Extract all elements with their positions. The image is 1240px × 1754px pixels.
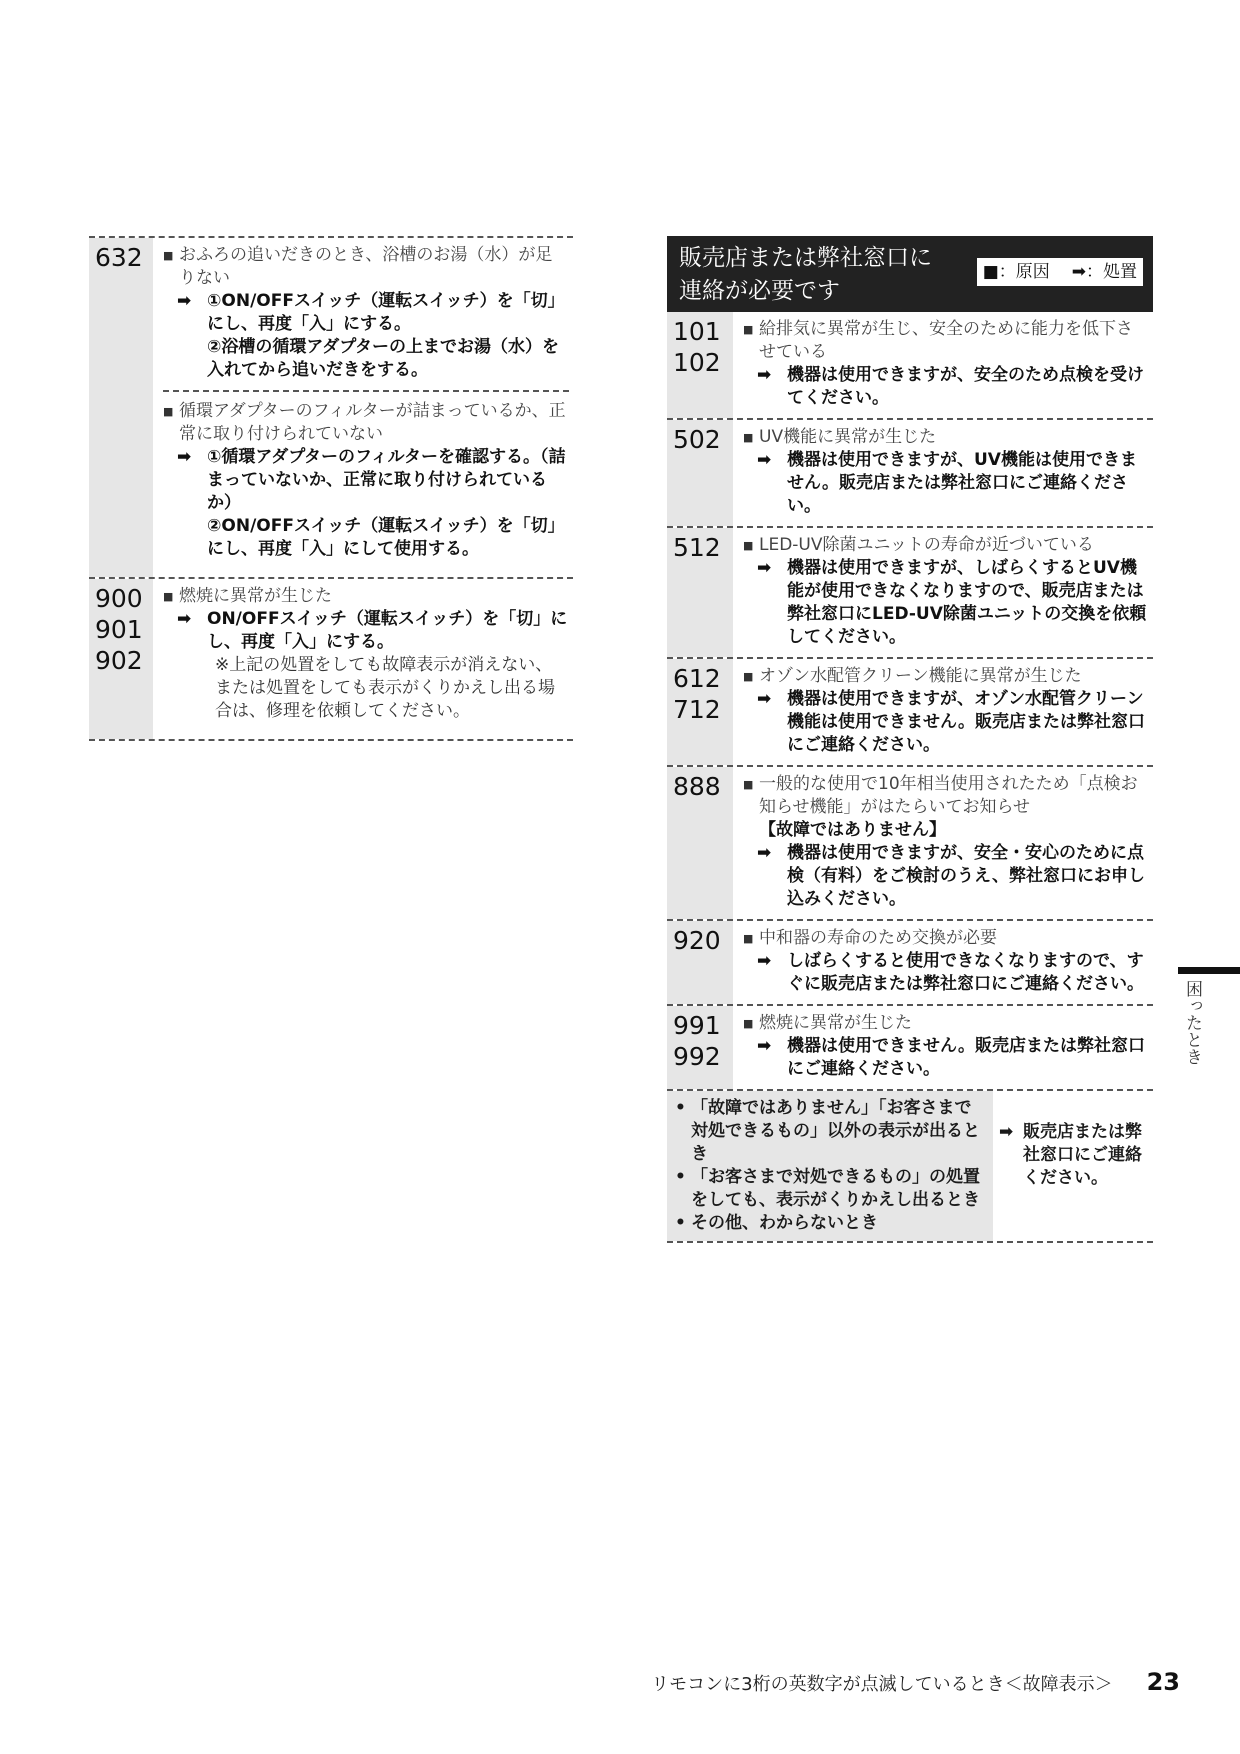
arrow-icon: ➡ <box>757 1036 772 1056</box>
cause-text <box>743 773 1149 819</box>
cause-text <box>163 585 569 608</box>
action-label: 機器は使用できますが、オゾン水配管クリーン機能は使用できません。販売店または弊社窓口にご連絡ください。 <box>787 689 1146 755</box>
cause-marker-icon: ■ <box>743 431 754 444</box>
cause-text <box>743 318 1149 364</box>
error-row <box>667 1004 1153 1089</box>
bullet-icon: • <box>675 1167 686 1187</box>
legend-box <box>977 258 1143 286</box>
action-step: ②浴槽の循環アダプターの上までお湯（水）を入れてから追いだきをする。 <box>207 337 560 380</box>
cause-marker-icon: ■ <box>163 405 174 418</box>
section-title-line1: 販売店または弊社窓口に <box>679 245 932 271</box>
legend-action: ➡：処置 <box>1071 262 1137 282</box>
page-footer <box>651 1668 1180 1696</box>
cause-text <box>163 244 569 290</box>
error-item <box>163 390 569 569</box>
contact-box <box>667 1089 1153 1243</box>
arrow-icon: ➡ <box>177 291 192 311</box>
action-text <box>743 364 1149 410</box>
cause-label: 一般的な使用で10年相当使用されたため「点検お知らせ機能」がはたらいてお知らせ <box>759 774 1138 817</box>
cause-label: オゾン水配管クリーン機能に異常が生じた <box>759 666 1082 686</box>
action-text <box>743 842 1149 911</box>
legend-cause: ■：原因 <box>982 262 1050 282</box>
cause-text <box>743 665 1149 688</box>
error-detail <box>733 767 1153 919</box>
section-title-line2: 連絡が必要です <box>679 278 840 304</box>
action-label: 機器は使用できません。販売店または弊社窓口にご連絡ください。 <box>787 1036 1146 1079</box>
action-label: 機器は使用できますが、しばらくするとUV機能が使用できなくなりますので、販売店または弊社窓口にLED-UV除菌ユニットの交換を依頼してください。 <box>787 558 1147 647</box>
action-label: ①ON/OFFスイッチ（運転スイッチ）を「切」にし、再度「入」にする。 <box>207 291 565 334</box>
error-row <box>667 418 1153 526</box>
error-detail <box>733 528 1153 657</box>
error-code-cell <box>667 921 733 1004</box>
contact-condition-item <box>675 1166 987 1212</box>
cause-marker-icon: ■ <box>743 670 754 683</box>
action-label: 機器は使用できますが、UV機能は使用できません。販売店または弊社窓口にご連絡ください。 <box>787 450 1137 516</box>
action-text <box>743 449 1149 518</box>
error-detail <box>153 238 573 577</box>
action-step: ②ON/OFFスイッチ（運転スイッチ）を「切」にし、再度「入」にして使用する。 <box>207 516 565 559</box>
error-row <box>667 657 1153 765</box>
bullet-icon: • <box>675 1213 686 1233</box>
error-code: 612 <box>673 664 721 693</box>
cause-label: UV機能に異常が生じた <box>759 427 937 447</box>
cause-label: おふろの追いだきのとき、浴槽のお湯（水）が足りない <box>179 245 553 288</box>
arrow-icon: ➡ <box>757 689 772 709</box>
error-code: 901 <box>95 615 143 644</box>
cause-label: 燃焼に異常が生じた <box>759 1013 912 1033</box>
bullet-icon: • <box>675 1098 686 1118</box>
error-code-cell <box>89 238 153 577</box>
error-detail <box>733 1006 1153 1089</box>
action-text <box>163 608 569 654</box>
error-code: 900 <box>95 584 143 613</box>
contact-condition-text: 「故障ではありません」「お客さまで対処できるもの」以外の表示が出るとき <box>691 1098 980 1164</box>
error-code: 102 <box>673 348 721 377</box>
contact-condition-text: 「お客さまで対処できるもの」の処置をしても、表示がくりかえし出るとき <box>691 1167 980 1210</box>
cause-label: 給排気に異常が生じ、安全のために能力を低下させている <box>759 319 1133 362</box>
action-text <box>163 290 569 336</box>
error-detail <box>153 579 573 739</box>
section-title <box>679 242 949 308</box>
note-text: ※上記の処置をしても故障表示が消えない、または処置をしても表示がくりかえし出る場合は、修理を依頼してください。 <box>215 655 555 721</box>
action-text <box>163 446 569 515</box>
action-text <box>743 557 1149 649</box>
cause-text <box>743 426 1149 449</box>
error-row <box>89 236 573 577</box>
page-number: 23 <box>1146 1668 1180 1696</box>
error-item <box>163 244 569 390</box>
error-row <box>667 919 1153 1004</box>
action-label: 機器は使用できますが、安全・安心のために点検（有料）をご検討のうえ、弊社窓口にお申し込みください。 <box>787 843 1146 909</box>
cause-label: 循環アダプターのフィルターが詰まっているか、正常に取り付けられていない <box>179 401 566 444</box>
contact-action-text: 販売店または弊社窓口にご連絡ください。 <box>1023 1122 1142 1188</box>
cause-marker-icon: ■ <box>743 932 754 945</box>
error-detail <box>733 659 1153 765</box>
error-code: 502 <box>673 425 721 454</box>
cause-marker-icon: ■ <box>163 590 174 603</box>
cause-label: 燃焼に異常が生じた <box>179 586 332 606</box>
error-row <box>667 312 1153 418</box>
arrow-icon: ➡ <box>757 450 772 470</box>
right-error-section <box>667 236 1153 1243</box>
error-code-cell <box>667 312 733 418</box>
error-code-cell <box>667 528 733 657</box>
error-code: 888 <box>673 772 721 801</box>
arrow-icon: ➡ <box>177 609 192 629</box>
action-label: ON/OFFスイッチ（運転スイッチ）を「切」にし、再度「入」にする。 <box>207 609 568 652</box>
error-code-cell <box>667 767 733 919</box>
action-label: ①循環アダプターのフィルターを確認する。（詰まっていないか、正常に取り付けられているか） <box>207 447 566 513</box>
action-text <box>743 950 1149 996</box>
error-code-cell <box>89 579 153 739</box>
arrow-icon: ➡ <box>757 951 772 971</box>
error-row <box>667 765 1153 919</box>
error-code: 992 <box>673 1042 721 1071</box>
contact-conditions <box>667 1091 993 1241</box>
side-tab-label[interactable]: 困ったとき <box>1182 980 1202 1065</box>
cause-text <box>743 927 1149 950</box>
error-code: 512 <box>673 533 721 562</box>
error-detail <box>733 921 1153 1004</box>
cause-marker-icon: ■ <box>743 778 754 791</box>
cause-marker-icon: ■ <box>163 249 174 262</box>
not-a-fault-label: 【故障ではありません】 <box>759 820 946 840</box>
contact-condition-item <box>675 1097 987 1166</box>
error-code: 101 <box>673 317 721 346</box>
error-code: 991 <box>673 1011 721 1040</box>
error-detail <box>733 420 1153 526</box>
error-code: 632 <box>95 243 143 272</box>
error-row <box>89 577 573 741</box>
cause-marker-icon: ■ <box>743 323 754 336</box>
error-row <box>667 526 1153 657</box>
action-label: 機器は使用できますが、安全のため点検を受けてください。 <box>787 365 1144 408</box>
error-detail <box>733 312 1153 418</box>
cause-label: 中和器の寿命のため交換が必要 <box>759 928 997 948</box>
arrow-icon: ➡ <box>757 558 772 578</box>
footer-title: リモコンに3桁の英数字が点滅しているとき＜故障表示＞ <box>651 1674 1113 1695</box>
cause-marker-icon: ■ <box>743 539 754 552</box>
side-tab-bar <box>1178 967 1240 974</box>
contact-condition-item <box>675 1212 987 1235</box>
contact-action <box>993 1091 1153 1241</box>
arrow-icon: ➡ <box>757 365 772 385</box>
error-code: 902 <box>95 646 143 675</box>
right-error-rows <box>667 312 1153 1089</box>
arrow-icon: ➡ <box>999 1122 1014 1142</box>
cause-label: LED-UV除菌ユニットの寿命が近づいている <box>759 535 1094 555</box>
error-code: 920 <box>673 926 721 955</box>
arrow-icon: ➡ <box>177 447 192 467</box>
error-code-cell <box>667 659 733 765</box>
cause-text <box>163 400 569 446</box>
action-text <box>743 1035 1149 1081</box>
error-code-cell <box>667 1006 733 1089</box>
left-error-table <box>89 236 573 741</box>
error-code: 712 <box>673 695 721 724</box>
arrow-icon: ➡ <box>757 843 772 863</box>
action-label: しばらくすると使用できなくなりますので、すぐに販売店または弊社窓口にご連絡ください。 <box>787 951 1144 994</box>
error-code-cell <box>667 420 733 526</box>
cause-marker-icon: ■ <box>743 1017 754 1030</box>
error-item <box>163 585 569 731</box>
section-header <box>667 236 1153 312</box>
contact-condition-text: その他、わからないとき <box>691 1213 878 1233</box>
action-text <box>743 688 1149 757</box>
cause-text <box>743 1012 1149 1035</box>
cause-text <box>743 534 1149 557</box>
